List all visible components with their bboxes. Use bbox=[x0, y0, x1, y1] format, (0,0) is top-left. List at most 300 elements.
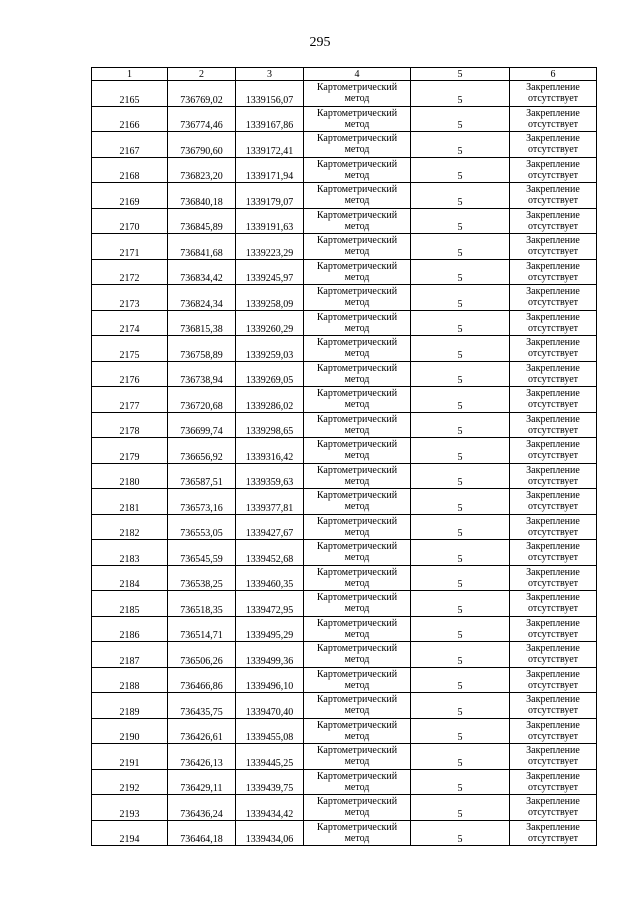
method-cell bbox=[304, 667, 411, 693]
method-line: метод bbox=[344, 220, 370, 232]
coordinates-table bbox=[91, 67, 597, 846]
y-coordinate-cell: 1339496,10 bbox=[236, 667, 304, 693]
method-line: метод bbox=[344, 526, 370, 538]
fixing-line: Закрепление bbox=[526, 719, 580, 731]
point-number-cell: 2186 bbox=[92, 616, 168, 642]
y-coordinate-cell: 1339259,03 bbox=[236, 336, 304, 362]
point-number-cell: 2167 bbox=[92, 132, 168, 158]
method-line: Картометрический bbox=[316, 362, 398, 374]
fixing-line: отсутствует bbox=[527, 297, 579, 309]
fixing-cell bbox=[510, 106, 597, 132]
point-number-cell: 2172 bbox=[92, 259, 168, 285]
x-coordinate-cell: 736435,75 bbox=[168, 693, 236, 719]
point-number-cell: 2181 bbox=[92, 489, 168, 515]
fixing-cell bbox=[510, 514, 597, 540]
fixing-line: отсутствует bbox=[527, 756, 579, 768]
method-line: метод bbox=[344, 628, 370, 640]
fixing-line: Закрепление bbox=[526, 184, 580, 196]
y-coordinate-cell: 1339245,97 bbox=[236, 259, 304, 285]
table-row bbox=[92, 591, 597, 617]
fixing-line: отсутствует bbox=[527, 628, 579, 640]
x-coordinate-cell: 736790,60 bbox=[168, 132, 236, 158]
method-line: метод bbox=[344, 169, 370, 181]
method-line: Картометрический bbox=[316, 770, 398, 782]
fixing-cell bbox=[510, 412, 597, 438]
x-coordinate-cell: 736506,26 bbox=[168, 642, 236, 668]
fixing-line: отсутствует bbox=[527, 246, 579, 258]
y-coordinate-cell: 1339172,41 bbox=[236, 132, 304, 158]
fixing-line: отсутствует bbox=[527, 705, 579, 717]
precision-cell: 5 bbox=[411, 489, 510, 515]
point-number-cell: 2180 bbox=[92, 463, 168, 489]
fixing-line: Закрепление bbox=[526, 592, 580, 604]
table-row bbox=[92, 565, 597, 591]
precision-cell: 5 bbox=[411, 616, 510, 642]
fixing-line: Закрепление bbox=[526, 362, 580, 374]
method-cell bbox=[304, 361, 411, 387]
fixing-line: отсутствует bbox=[527, 603, 579, 615]
method-line: Картометрический bbox=[316, 541, 398, 553]
header-cell: 3 bbox=[236, 68, 304, 81]
method-cell bbox=[304, 616, 411, 642]
precision-cell: 5 bbox=[411, 693, 510, 719]
table-row bbox=[92, 208, 597, 234]
point-number-cell: 2177 bbox=[92, 387, 168, 413]
fixing-cell bbox=[510, 616, 597, 642]
method-line: метод bbox=[344, 93, 370, 105]
y-coordinate-cell: 1339316,42 bbox=[236, 438, 304, 464]
fixing-cell bbox=[510, 540, 597, 566]
x-coordinate-cell: 736769,02 bbox=[168, 81, 236, 107]
method-line: метод bbox=[344, 399, 370, 411]
y-coordinate-cell: 1339191,63 bbox=[236, 208, 304, 234]
point-number-cell: 2166 bbox=[92, 106, 168, 132]
method-cell bbox=[304, 820, 411, 846]
method-line: Картометрический bbox=[316, 439, 398, 451]
fixing-line: Закрепление bbox=[526, 694, 580, 706]
x-coordinate-cell: 736573,16 bbox=[168, 489, 236, 515]
point-number-cell: 2169 bbox=[92, 183, 168, 209]
method-cell bbox=[304, 412, 411, 438]
method-line: Картометрический bbox=[316, 388, 398, 400]
fixing-line: Закрепление bbox=[526, 770, 580, 782]
x-coordinate-cell: 736426,13 bbox=[168, 744, 236, 770]
fixing-line: Закрепление bbox=[526, 490, 580, 502]
point-number-cell: 2178 bbox=[92, 412, 168, 438]
point-number-cell: 2165 bbox=[92, 81, 168, 107]
method-cell bbox=[304, 718, 411, 744]
precision-cell: 5 bbox=[411, 463, 510, 489]
method-cell bbox=[304, 81, 411, 107]
fixing-cell bbox=[510, 387, 597, 413]
method-line: метод bbox=[344, 271, 370, 283]
fixing-line: отсутствует bbox=[527, 220, 579, 232]
method-line: метод bbox=[344, 705, 370, 717]
method-cell bbox=[304, 387, 411, 413]
y-coordinate-cell: 1339260,29 bbox=[236, 310, 304, 336]
precision-cell: 5 bbox=[411, 438, 510, 464]
method-cell bbox=[304, 157, 411, 183]
fixing-cell bbox=[510, 438, 597, 464]
precision-cell: 5 bbox=[411, 183, 510, 209]
method-line: метод bbox=[344, 807, 370, 819]
table-row bbox=[92, 795, 597, 821]
method-line: метод bbox=[344, 679, 370, 691]
fixing-line: отсутствует bbox=[527, 577, 579, 589]
point-number-cell: 2193 bbox=[92, 795, 168, 821]
method-cell bbox=[304, 106, 411, 132]
table-row bbox=[92, 820, 597, 846]
method-cell bbox=[304, 795, 411, 821]
fixing-line: отсутствует bbox=[527, 348, 579, 360]
precision-cell: 5 bbox=[411, 718, 510, 744]
method-line: метод bbox=[344, 373, 370, 385]
table-row bbox=[92, 106, 597, 132]
fixing-cell bbox=[510, 81, 597, 107]
precision-cell: 5 bbox=[411, 81, 510, 107]
x-coordinate-cell: 736720,68 bbox=[168, 387, 236, 413]
fixing-line: Закрепление bbox=[526, 107, 580, 119]
method-line: метод bbox=[344, 781, 370, 793]
table-row bbox=[92, 540, 597, 566]
fixing-line: отсутствует bbox=[527, 730, 579, 742]
fixing-cell bbox=[510, 183, 597, 209]
method-line: Картометрический bbox=[316, 745, 398, 757]
x-coordinate-cell: 736514,71 bbox=[168, 616, 236, 642]
fixing-line: Закрепление bbox=[526, 311, 580, 323]
method-line: метод bbox=[344, 475, 370, 487]
y-coordinate-cell: 1339434,06 bbox=[236, 820, 304, 846]
x-coordinate-cell: 736758,89 bbox=[168, 336, 236, 362]
method-cell bbox=[304, 591, 411, 617]
fixing-line: Закрепление bbox=[526, 82, 580, 94]
method-line: Картометрический bbox=[316, 413, 398, 425]
table-row bbox=[92, 514, 597, 540]
method-cell bbox=[304, 769, 411, 795]
y-coordinate-cell: 1339258,09 bbox=[236, 285, 304, 311]
table-row bbox=[92, 234, 597, 260]
precision-cell: 5 bbox=[411, 387, 510, 413]
method-line: Картометрический bbox=[316, 821, 398, 833]
method-cell bbox=[304, 565, 411, 591]
x-coordinate-cell: 736824,34 bbox=[168, 285, 236, 311]
method-cell bbox=[304, 208, 411, 234]
precision-cell: 5 bbox=[411, 310, 510, 336]
precision-cell: 5 bbox=[411, 514, 510, 540]
table-row bbox=[92, 157, 597, 183]
table-row bbox=[92, 412, 597, 438]
precision-cell: 5 bbox=[411, 769, 510, 795]
fixing-line: отсутствует bbox=[527, 679, 579, 691]
x-coordinate-cell: 736538,25 bbox=[168, 565, 236, 591]
fixing-line: отсутствует bbox=[527, 399, 579, 411]
point-number-cell: 2179 bbox=[92, 438, 168, 464]
method-line: Картометрический bbox=[316, 566, 398, 578]
method-cell bbox=[304, 540, 411, 566]
method-line: метод bbox=[344, 654, 370, 666]
x-coordinate-cell: 736587,51 bbox=[168, 463, 236, 489]
y-coordinate-cell: 1339455,08 bbox=[236, 718, 304, 744]
header-cell: 4 bbox=[304, 68, 411, 81]
fixing-line: Закрепление bbox=[526, 617, 580, 629]
fixing-line: Закрепление bbox=[526, 260, 580, 272]
fixing-line: отсутствует bbox=[527, 118, 579, 130]
header-cell: 1 bbox=[92, 68, 168, 81]
fixing-line: Закрепление bbox=[526, 821, 580, 833]
y-coordinate-cell: 1339167,86 bbox=[236, 106, 304, 132]
x-coordinate-cell: 736553,05 bbox=[168, 514, 236, 540]
point-number-cell: 2175 bbox=[92, 336, 168, 362]
precision-cell: 5 bbox=[411, 795, 510, 821]
method-line: метод bbox=[344, 577, 370, 589]
method-line: метод bbox=[344, 322, 370, 334]
method-line: Картометрический bbox=[316, 694, 398, 706]
point-number-cell: 2171 bbox=[92, 234, 168, 260]
method-line: Картометрический bbox=[316, 184, 398, 196]
fixing-line: отсутствует bbox=[527, 424, 579, 436]
table-row bbox=[92, 718, 597, 744]
fixing-line: отсутствует bbox=[527, 93, 579, 105]
fixing-cell bbox=[510, 157, 597, 183]
method-line: Картометрический bbox=[316, 286, 398, 298]
x-coordinate-cell: 736834,42 bbox=[168, 259, 236, 285]
table-row bbox=[92, 489, 597, 515]
table-row bbox=[92, 616, 597, 642]
method-line: метод bbox=[344, 603, 370, 615]
method-cell bbox=[304, 132, 411, 158]
x-coordinate-cell: 736464,18 bbox=[168, 820, 236, 846]
fixing-cell bbox=[510, 795, 597, 821]
fixing-line: Закрепление bbox=[526, 643, 580, 655]
precision-cell: 5 bbox=[411, 565, 510, 591]
y-coordinate-cell: 1339427,67 bbox=[236, 514, 304, 540]
precision-cell: 5 bbox=[411, 157, 510, 183]
fixing-line: отсутствует bbox=[527, 526, 579, 538]
y-coordinate-cell: 1339179,07 bbox=[236, 183, 304, 209]
y-coordinate-cell: 1339359,63 bbox=[236, 463, 304, 489]
fixing-line: Закрепление bbox=[526, 515, 580, 527]
y-coordinate-cell: 1339434,42 bbox=[236, 795, 304, 821]
method-cell bbox=[304, 183, 411, 209]
method-line: метод bbox=[344, 501, 370, 513]
y-coordinate-cell: 1339269,05 bbox=[236, 361, 304, 387]
table-row bbox=[92, 361, 597, 387]
method-cell bbox=[304, 336, 411, 362]
method-line: Картометрический bbox=[316, 82, 398, 94]
method-line: Картометрический bbox=[316, 515, 398, 527]
precision-cell: 5 bbox=[411, 234, 510, 260]
table-row bbox=[92, 769, 597, 795]
header-cell: 2 bbox=[168, 68, 236, 81]
method-line: метод bbox=[344, 552, 370, 564]
point-number-cell: 2187 bbox=[92, 642, 168, 668]
fixing-line: отсутствует bbox=[527, 832, 579, 844]
method-line: метод bbox=[344, 832, 370, 844]
fixing-line: отсутствует bbox=[527, 781, 579, 793]
y-coordinate-cell: 1339156,07 bbox=[236, 81, 304, 107]
precision-cell: 5 bbox=[411, 132, 510, 158]
method-line: метод bbox=[344, 246, 370, 258]
y-coordinate-cell: 1339298,65 bbox=[236, 412, 304, 438]
y-coordinate-cell: 1339439,75 bbox=[236, 769, 304, 795]
fixing-line: отсутствует bbox=[527, 475, 579, 487]
y-coordinate-cell: 1339452,68 bbox=[236, 540, 304, 566]
method-cell bbox=[304, 463, 411, 489]
fixing-cell bbox=[510, 718, 597, 744]
y-coordinate-cell: 1339495,29 bbox=[236, 616, 304, 642]
fixing-line: отсутствует bbox=[527, 807, 579, 819]
point-number-cell: 2189 bbox=[92, 693, 168, 719]
y-coordinate-cell: 1339472,95 bbox=[236, 591, 304, 617]
fixing-cell bbox=[510, 259, 597, 285]
fixing-line: отсутствует bbox=[527, 144, 579, 156]
fixing-line: Закрепление bbox=[526, 668, 580, 680]
table-row bbox=[92, 642, 597, 668]
point-number-cell: 2190 bbox=[92, 718, 168, 744]
fixing-line: отсутствует bbox=[527, 271, 579, 283]
method-line: Картометрический bbox=[316, 617, 398, 629]
x-coordinate-cell: 736656,92 bbox=[168, 438, 236, 464]
fixing-line: Закрепление bbox=[526, 796, 580, 808]
fixing-line: Закрепление bbox=[526, 158, 580, 170]
point-number-cell: 2185 bbox=[92, 591, 168, 617]
method-line: метод bbox=[344, 756, 370, 768]
fixing-cell bbox=[510, 234, 597, 260]
method-cell bbox=[304, 642, 411, 668]
method-line: Картометрический bbox=[316, 643, 398, 655]
fixing-cell bbox=[510, 744, 597, 770]
header-cell: 6 bbox=[510, 68, 597, 81]
point-number-cell: 2188 bbox=[92, 667, 168, 693]
method-cell bbox=[304, 310, 411, 336]
fixing-line: отсутствует bbox=[527, 501, 579, 513]
y-coordinate-cell: 1339286,02 bbox=[236, 387, 304, 413]
point-number-cell: 2168 bbox=[92, 157, 168, 183]
fixing-line: отсутствует bbox=[527, 169, 579, 181]
fixing-cell bbox=[510, 693, 597, 719]
fixing-line: отсутствует bbox=[527, 195, 579, 207]
method-line: Картометрический bbox=[316, 311, 398, 323]
precision-cell: 5 bbox=[411, 361, 510, 387]
precision-cell: 5 bbox=[411, 412, 510, 438]
fixing-line: Закрепление bbox=[526, 745, 580, 757]
table-row bbox=[92, 285, 597, 311]
x-coordinate-cell: 736426,61 bbox=[168, 718, 236, 744]
fixing-line: Закрепление bbox=[526, 439, 580, 451]
fixing-cell bbox=[510, 132, 597, 158]
fixing-line: отсутствует bbox=[527, 552, 579, 564]
fixing-line: отсутствует bbox=[527, 322, 579, 334]
fixing-line: Закрепление bbox=[526, 566, 580, 578]
method-line: Картометрический bbox=[316, 796, 398, 808]
fixing-line: Закрепление bbox=[526, 388, 580, 400]
table-row bbox=[92, 744, 597, 770]
fixing-cell bbox=[510, 463, 597, 489]
point-number-cell: 2192 bbox=[92, 769, 168, 795]
method-cell bbox=[304, 693, 411, 719]
point-number-cell: 2182 bbox=[92, 514, 168, 540]
x-coordinate-cell: 736518,35 bbox=[168, 591, 236, 617]
table-row bbox=[92, 81, 597, 107]
table-row bbox=[92, 387, 597, 413]
table-row bbox=[92, 132, 597, 158]
fixing-cell bbox=[510, 336, 597, 362]
page-number: 295 bbox=[309, 35, 331, 50]
fixing-line: Закрепление bbox=[526, 286, 580, 298]
method-line: Картометрический bbox=[316, 209, 398, 221]
table-row bbox=[92, 438, 597, 464]
fixing-line: отсутствует bbox=[527, 450, 579, 462]
method-line: Картометрический bbox=[316, 490, 398, 502]
table-row bbox=[92, 463, 597, 489]
fixing-line: Закрепление bbox=[526, 235, 580, 247]
method-line: метод bbox=[344, 424, 370, 436]
method-line: Картометрический bbox=[316, 107, 398, 119]
point-number-cell: 2183 bbox=[92, 540, 168, 566]
fixing-line: отсутствует bbox=[527, 373, 579, 385]
y-coordinate-cell: 1339499,36 bbox=[236, 642, 304, 668]
precision-cell: 5 bbox=[411, 820, 510, 846]
precision-cell: 5 bbox=[411, 285, 510, 311]
point-number-cell: 2176 bbox=[92, 361, 168, 387]
x-coordinate-cell: 736429,11 bbox=[168, 769, 236, 795]
y-coordinate-cell: 1339470,40 bbox=[236, 693, 304, 719]
method-line: Картометрический bbox=[316, 337, 398, 349]
method-line: Картометрический bbox=[316, 235, 398, 247]
precision-cell: 5 bbox=[411, 259, 510, 285]
x-coordinate-cell: 736774,46 bbox=[168, 106, 236, 132]
method-line: метод bbox=[344, 450, 370, 462]
x-coordinate-cell: 736699,74 bbox=[168, 412, 236, 438]
x-coordinate-cell: 736823,20 bbox=[168, 157, 236, 183]
method-line: Картометрический bbox=[316, 158, 398, 170]
method-cell bbox=[304, 514, 411, 540]
precision-cell: 5 bbox=[411, 540, 510, 566]
method-line: Картометрический bbox=[316, 464, 398, 476]
method-cell bbox=[304, 285, 411, 311]
fixing-line: Закрепление bbox=[526, 209, 580, 221]
fixing-cell bbox=[510, 642, 597, 668]
fixing-cell bbox=[510, 310, 597, 336]
fixing-line: Закрепление bbox=[526, 464, 580, 476]
y-coordinate-cell: 1339445,25 bbox=[236, 744, 304, 770]
method-cell bbox=[304, 259, 411, 285]
fixing-line: Закрепление bbox=[526, 413, 580, 425]
fixing-cell bbox=[510, 208, 597, 234]
x-coordinate-cell: 736845,89 bbox=[168, 208, 236, 234]
table-row bbox=[92, 310, 597, 336]
method-line: метод bbox=[344, 144, 370, 156]
x-coordinate-cell: 736545,59 bbox=[168, 540, 236, 566]
point-number-cell: 2191 bbox=[92, 744, 168, 770]
table-row bbox=[92, 693, 597, 719]
method-line: Картометрический bbox=[316, 592, 398, 604]
precision-cell: 5 bbox=[411, 642, 510, 668]
fixing-cell bbox=[510, 361, 597, 387]
fixing-cell bbox=[510, 489, 597, 515]
x-coordinate-cell: 736466,86 bbox=[168, 667, 236, 693]
y-coordinate-cell: 1339223,29 bbox=[236, 234, 304, 260]
fixing-cell bbox=[510, 591, 597, 617]
fixing-line: отсутствует bbox=[527, 654, 579, 666]
method-line: Картометрический bbox=[316, 260, 398, 272]
header-cell: 5 bbox=[411, 68, 510, 81]
x-coordinate-cell: 736840,18 bbox=[168, 183, 236, 209]
method-line: метод bbox=[344, 730, 370, 742]
method-line: Картометрический bbox=[316, 133, 398, 145]
x-coordinate-cell: 736738,94 bbox=[168, 361, 236, 387]
precision-cell: 5 bbox=[411, 744, 510, 770]
